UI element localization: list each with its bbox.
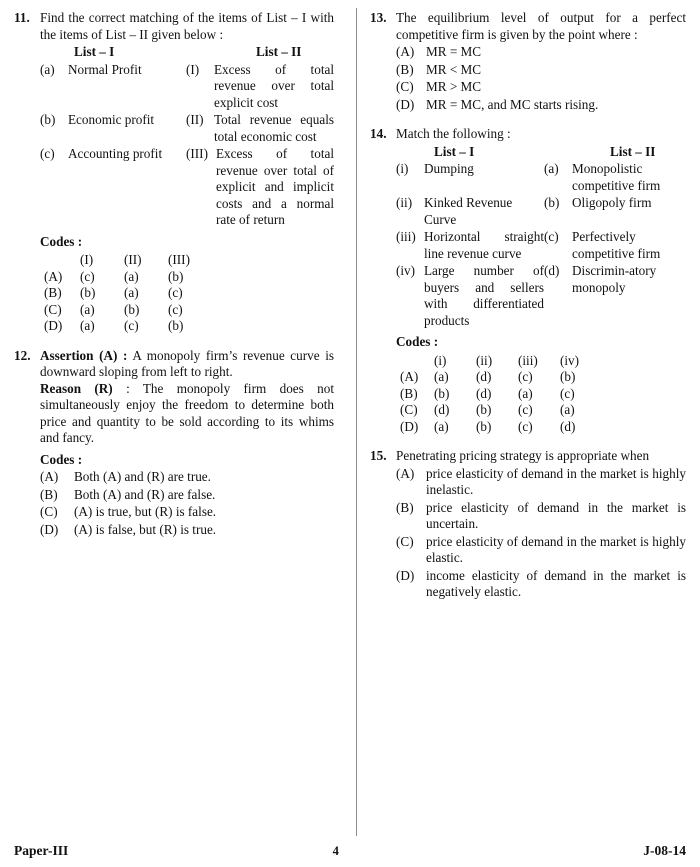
question-12-number: 12.	[14, 347, 31, 363]
option-text: MR = MC, and MC starts rising.	[426, 96, 599, 112]
option-label: (C)	[40, 504, 58, 519]
option-text: (A) is false, but (R) is true.	[74, 521, 217, 537]
option-label: (C)	[396, 79, 414, 94]
match-right-key: (II)	[186, 112, 204, 127]
codes-col-header: (ii)	[476, 352, 493, 368]
match-left-text: Normal Profit	[68, 61, 142, 77]
question-12-reason	[40, 381, 334, 447]
two-column-layout	[14, 10, 686, 830]
match-left-key: (ii)	[396, 195, 413, 210]
footer-code: J-08-14	[643, 843, 686, 858]
codes-option-row[interactable]	[396, 419, 686, 436]
option-row[interactable]	[40, 469, 334, 486]
match-right-text: Oligopoly firm	[572, 195, 652, 210]
match-right-text: Monopolistic competitive firm	[572, 161, 661, 193]
match-left-key: (iii)	[396, 229, 416, 244]
match-right-key: (III)	[186, 146, 208, 161]
option-row[interactable]	[396, 568, 686, 601]
codes-value: (a)	[434, 369, 449, 384]
option-row[interactable]	[396, 62, 686, 79]
codes-value: (a)	[434, 418, 449, 434]
question-11-stem: Find the correct matching of the items of List – I with the items of List – II given below :	[40, 10, 334, 42]
codes-value: (b)	[80, 285, 96, 300]
codes-header-row	[396, 353, 686, 370]
page-footer	[14, 843, 686, 859]
codes-value: (a)	[80, 301, 95, 317]
option-label: (D)	[396, 96, 415, 112]
codes-option-label: (A)	[400, 369, 419, 384]
codes-value: (a)	[80, 318, 95, 333]
codes-value: (b)	[124, 301, 140, 317]
codes-value: (c)	[518, 418, 533, 434]
codes-value: (c)	[518, 369, 533, 384]
option-text: Both (A) and (R) are true.	[74, 469, 211, 484]
option-label: (A)	[396, 465, 415, 481]
question-14-list-headers	[396, 144, 686, 161]
codes-value: (b)	[168, 318, 184, 333]
match-row	[396, 263, 686, 329]
option-text: price elasticity of demand in the market is uncertain.	[426, 499, 686, 531]
question-11-list-headers	[40, 44, 334, 61]
question-13-options	[396, 44, 686, 113]
question-13-stem: The equilibrium level of output for a perfect competitive firm is given by the point where :	[396, 10, 686, 42]
assertion-label: Assertion (A) :	[40, 347, 128, 363]
codes-value: (c)	[518, 402, 533, 417]
match-row	[396, 195, 686, 228]
codes-col-header: (iii)	[518, 352, 538, 368]
match-right-text: Excess of total revenue over total explicit cost	[214, 61, 334, 110]
option-text: price elasticity of demand in the market is highly inelastic.	[426, 465, 686, 497]
match-row	[396, 161, 686, 194]
codes-value: (a)	[560, 402, 575, 417]
codes-option-label: (D)	[44, 318, 63, 333]
match-left-text: Kinked Revenue Curve	[424, 195, 513, 227]
right-column	[350, 10, 686, 830]
codes-value: (d)	[476, 369, 492, 384]
codes-col-header: (i)	[434, 352, 447, 368]
question-11-number: 11.	[14, 10, 30, 25]
codes-value: (d)	[476, 385, 492, 401]
codes-option-label: (C)	[44, 301, 62, 317]
match-left-text: Horizontal straight line revenue curve	[424, 229, 544, 261]
match-left-key: (i)	[396, 161, 409, 176]
match-right-text: Discrimin-atory monopoly	[572, 263, 657, 295]
option-label: (B)	[396, 61, 414, 77]
match-row	[40, 62, 334, 112]
option-row[interactable]	[396, 500, 686, 533]
question-13-number: 13.	[370, 10, 387, 25]
match-right-key: (b)	[544, 195, 560, 210]
codes-option-row[interactable]	[40, 269, 334, 286]
codes-value: (a)	[518, 385, 533, 401]
codes-option-row[interactable]	[40, 285, 334, 302]
question-14-codes-title: Codes :	[396, 334, 439, 349]
codes-value: (a)	[124, 285, 139, 300]
question-12	[14, 348, 334, 539]
option-row[interactable]	[396, 97, 686, 114]
codes-value: (b)	[560, 369, 576, 384]
question-11	[14, 10, 334, 335]
match-left-text: Dumping	[424, 161, 474, 176]
option-row[interactable]	[396, 79, 686, 96]
match-left-text: Accounting profit	[68, 146, 163, 161]
match-left-key: (b)	[40, 112, 56, 127]
question-14-list-ii-header: List – II	[610, 143, 656, 159]
codes-value: (a)	[124, 268, 139, 284]
match-left-key: (c)	[40, 146, 55, 161]
option-label: (D)	[396, 567, 415, 583]
question-12-codes-title: Codes :	[40, 451, 83, 467]
question-14-number: 14.	[370, 126, 387, 141]
codes-corner	[396, 353, 434, 370]
match-left-key: (iv)	[396, 263, 416, 278]
match-right-key: (d)	[544, 263, 560, 278]
option-row[interactable]	[396, 466, 686, 499]
codes-option-label: (D)	[400, 418, 419, 434]
codes-value: (c)	[168, 285, 183, 300]
codes-value: (d)	[560, 418, 576, 434]
option-text: price elasticity of demand in the market is highly elastic.	[426, 533, 686, 565]
question-15-number: 15.	[370, 448, 387, 463]
option-text: MR = MC	[426, 44, 482, 59]
question-11-list-i-header: List – I	[74, 44, 115, 59]
codes-value: (c)	[560, 385, 575, 401]
codes-value: (d)	[434, 402, 450, 417]
codes-option-label: (B)	[400, 385, 418, 401]
codes-value: (b)	[434, 385, 450, 401]
reason-text: : The monopoly firm does not simultaneously enjoy the freedom to determine both price and quantity to be sold according to its whims and fancy.	[40, 380, 334, 445]
match-row	[40, 146, 334, 229]
question-14-list-i-header: List – I	[434, 143, 475, 159]
question-13	[370, 10, 686, 113]
codes-option-row[interactable]	[396, 402, 686, 419]
question-11-codes-title: Codes :	[40, 233, 83, 249]
reason-label: Reason (R)	[40, 380, 113, 396]
codes-corner	[40, 252, 80, 269]
option-label: (A)	[396, 44, 415, 59]
option-row[interactable]	[40, 504, 334, 521]
codes-option-label: (B)	[44, 285, 62, 300]
assertion-text: A monopoly firm’s revenue curve is downward sloping from left to right.	[40, 347, 334, 379]
match-right-key: (a)	[544, 161, 559, 176]
option-label: (D)	[40, 521, 59, 537]
left-column	[14, 10, 350, 830]
option-label: (B)	[40, 486, 58, 502]
question-12-options	[40, 469, 334, 538]
question-12-assertion	[40, 348, 334, 381]
match-right-text: Excess of total revenue over total of explicit and implicit costs and a normal rate of return	[216, 146, 334, 227]
footer-paper-label: Paper-III	[14, 843, 69, 858]
codes-value: (b)	[168, 268, 184, 284]
codes-option-row[interactable]	[40, 302, 334, 319]
question-15	[370, 448, 686, 601]
option-text: MR > MC	[426, 79, 482, 94]
codes-col-header: (I)	[80, 252, 94, 267]
option-text: income elasticity of demand in the market is negatively elastic.	[426, 567, 686, 599]
question-15-options	[396, 466, 686, 601]
match-row	[396, 229, 686, 262]
question-11-codes-grid	[40, 252, 334, 335]
codes-col-header: (iv)	[560, 352, 580, 368]
option-row[interactable]	[396, 534, 686, 567]
footer-page-number: 4	[332, 844, 339, 858]
option-row[interactable]	[40, 487, 334, 504]
codes-value: (c)	[168, 301, 183, 317]
codes-option-row[interactable]	[40, 318, 334, 335]
codes-option-label: (C)	[400, 402, 418, 417]
match-left-key: (a)	[40, 61, 55, 77]
match-right-key: (I)	[186, 61, 200, 77]
column-divider	[356, 8, 357, 836]
question-11-list-ii-header: List – II	[256, 44, 302, 59]
codes-header-row	[40, 252, 334, 269]
match-right-text: Total revenue equals total economic cost	[214, 112, 334, 144]
codes-col-header: (II)	[124, 252, 142, 267]
question-15-stem: Penetrating pricing strategy is appropriate when	[396, 448, 650, 463]
match-right-key: (c)	[544, 229, 559, 244]
option-text: (A) is true, but (R) is false.	[74, 504, 217, 519]
codes-value: (c)	[124, 318, 139, 333]
match-left-text: Economic profit	[68, 112, 155, 127]
option-text: Both (A) and (R) are false.	[74, 486, 216, 502]
match-row	[40, 112, 334, 145]
question-14	[370, 126, 686, 435]
option-text: MR < MC	[426, 61, 482, 77]
question-14-codes-grid	[396, 353, 686, 436]
option-row[interactable]	[40, 522, 334, 539]
option-row[interactable]	[396, 44, 686, 61]
question-14-stem: Match the following :	[396, 126, 511, 141]
codes-value: (b)	[476, 402, 492, 417]
option-label: (C)	[396, 533, 414, 549]
codes-option-label: (A)	[44, 268, 63, 284]
codes-col-header: (III)	[168, 252, 190, 267]
option-label: (A)	[40, 469, 59, 484]
option-label: (B)	[396, 499, 414, 515]
codes-option-row[interactable]	[396, 369, 686, 386]
codes-value: (c)	[80, 268, 95, 284]
match-right-text: Perfectively competitive firm	[572, 229, 661, 261]
codes-option-row[interactable]	[396, 386, 686, 403]
codes-value: (b)	[476, 418, 492, 434]
match-left-text: Large number of buyers and sellers with differentiated products	[424, 263, 544, 328]
